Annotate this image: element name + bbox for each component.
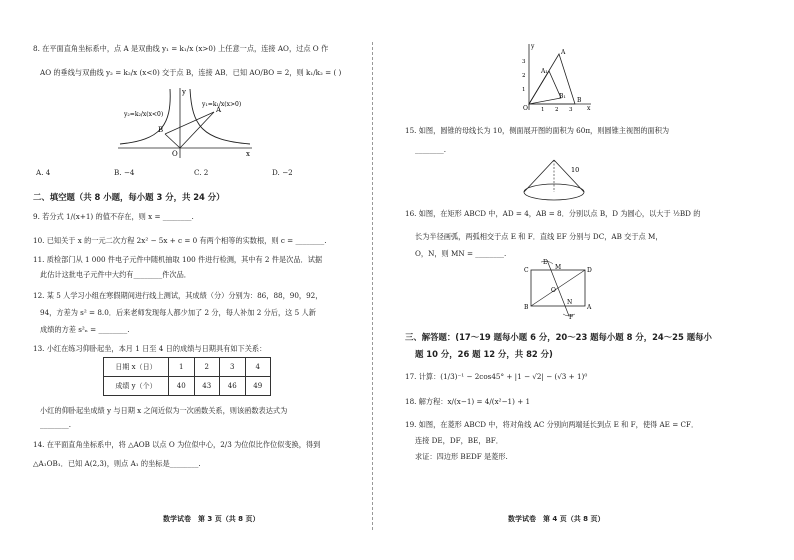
q19-line2: 连接 DE，DF，BE，BF． [415,436,503,445]
table-cell: 4 [245,358,271,377]
table-header-date: 日期 x（日） [104,358,169,377]
q16-line1: 16. 如图，在矩形 ABCD 中，AD = 4，AB = 8．分别以点 B，D 为圆心，以大于 ½BD 的 [405,209,701,218]
x-label: x [246,150,250,158]
q11-line2: 此估计这批电子元件中大约有________件次品． [40,270,191,279]
triangle-a1ob1 [529,71,561,104]
curve-right-label: y₁=k₁/x(x>0) [202,101,242,108]
table-cell: 3 [220,358,246,377]
segment-bo [165,134,180,148]
q19-line1: 19. 如图，在菱形 ABCD 中，将对角线 AC 分别向两端延长到点 E 和 F，使得 AE = CF． [405,420,699,429]
q11-line1: 11. 质检部门从 1 000 件电子元件中随机抽取 100 件进行检测，其中有 2 件是次品．试据 [33,255,323,264]
y-tick: 2 [522,73,526,79]
q8-option-b: B. −4 [114,168,135,177]
x-tick: 3 [569,107,573,112]
curve-right [190,89,250,144]
table-header-score: 成绩 y（个） [104,377,169,396]
q14-coordinate-figure [521,40,595,112]
q8-option-d: D. −2 [272,168,293,177]
q14-line1: 14. 在平面直角坐标系中，将 △AOB 以点 O 为位似中心，2/3 为位似比作位似变换，得到 [33,440,321,449]
y-tick: 1 [522,87,526,93]
y-label: y [182,88,186,96]
table-cell: 2 [194,358,220,377]
table-cell: 46 [220,377,246,396]
label-a1: A₁ [541,68,548,75]
x-tick: 2 [555,107,559,112]
q8-hyperbola-graph [110,86,260,160]
point-a-label: A [216,106,222,114]
origin-label: O [172,150,178,158]
label-m: M [555,264,562,271]
x-tick: 1 [541,107,545,112]
q8-option-c: C. 2 [194,168,209,177]
label-o: O [551,287,556,294]
y-tick: 3 [522,59,526,65]
right-page [397,0,794,560]
q8-line2: AO 的垂线与双曲线 y₂ = k₂/x (x<0) 交于点 B，连接 AB．已知 AO/BO = 2，则 k₁/k₂ = ( ) [40,68,342,77]
q18: 18. 解方程：x/(x−1) = 4/(x²−1) + 1 [405,397,531,406]
segment-ao [180,112,214,148]
section2-title: 二、填空题（共 8 小题，每小题 3 分，共 24 分） [33,192,225,202]
label-b: B [577,97,582,104]
label-a: A [587,304,592,311]
table-cell: 40 [169,377,195,396]
q14-line2: △A₁OB₁．已知 A(2,3)，则点 A₁ 的坐标是________. [33,459,201,468]
q10: 10. 已知关于 x 的一元二次方程 2x² − 5x + c = 0 有两个相等的实数根，则 c = ________. [33,236,327,245]
q9: 9. 若分式 1/(x+1) 的值不存在，则 x = ________. [33,212,194,221]
label-a: A [561,49,566,56]
q13-intro: 13. 小红在练习仰卧起坐，本月 1 日至 4 日的成绩与日期具有如下关系： [33,344,267,353]
section3-line2: 题 10 分，26 题 12 分，共 82 分) [415,349,553,359]
q13-table [103,357,271,396]
right-footer: 数学试卷 第 4 页（共 8 页） [508,515,605,523]
triangle-aob [529,54,575,104]
label-c: C [524,267,529,274]
q15-cone-figure [519,156,589,204]
q12-line1: 12. 某 5 人学习小组在寒假期间进行线上测试，其成绩（分）分别为：86，88，90，92， [33,291,323,300]
q16-line3: O，N，则 MN = ________. [415,249,507,258]
label-b1: B₁ [559,93,566,100]
q13-after2: ________. [40,420,72,429]
point-b-label: B [158,126,164,134]
segment-ab [165,112,214,134]
label-y: y [531,43,535,50]
cone-slant-left [524,160,554,192]
q15-line2: ________. [415,145,447,154]
q17: 17. 计算：(1/3)⁻¹ − 2cos45° + |1 − √2| − (√3 + 1)⁰ [405,372,588,381]
table-row [104,358,271,377]
label-b: B [524,304,529,311]
cone-length-label: 10 [571,166,580,174]
q15-line1: 15. 如图，圆锥的母线长为 10，侧面展开图的面积为 60π，则圆锥主视图的面积为 [405,126,670,135]
q13-after1: 小红的仰卧起坐成绩 y 与日期 x 之间近似为一次函数关系，则该函数表达式为 [40,406,288,415]
label-x: x [587,105,591,112]
q8-line1: 8. 在平面直角坐标系中，点 A 是双曲线 y₁ = k₁/x (x>0) 上任意一点，连接 AO，过点 O 作 [33,44,329,53]
table-cell: 49 [245,377,271,396]
page-divider [372,42,373,530]
label-o: O [523,105,528,112]
q12-line2: 94，方差为 s² = 8.0．后来老师发现每人都少加了 2 分，每人补加 2 分后，这 5 人新 [40,308,316,317]
q8-option-a: A. 4 [36,168,51,177]
curve-left-label: y₂=k₂/x(x<0) [124,111,164,118]
left-footer: 数学试卷 第 3 页（共 8 页） [163,515,260,523]
label-e: E [543,259,548,266]
section3-line1: 三、解答题：(17～19 题每小题 6 分，20～23 题每小题 8 分，24～25 题每小 [405,332,712,342]
cone-slant-right [554,160,584,192]
table-cell: 43 [194,377,220,396]
q19-line3: 求证：四边形 BEDF 是菱形. [415,452,508,461]
table-cell: 1 [169,358,195,377]
label-n: N [567,299,573,306]
q16-rectangle-figure [521,256,595,320]
label-f: F [569,314,574,320]
q12-line3: 成绩的方差 s²ₙ = ________. [40,325,130,334]
label-d: D [587,267,592,274]
table-row [104,377,271,396]
q16-line2: 长为半径画弧，两弧相交于点 E 和 F．直线 EF 分别与 DC，AB 交于点 M， [415,232,663,241]
